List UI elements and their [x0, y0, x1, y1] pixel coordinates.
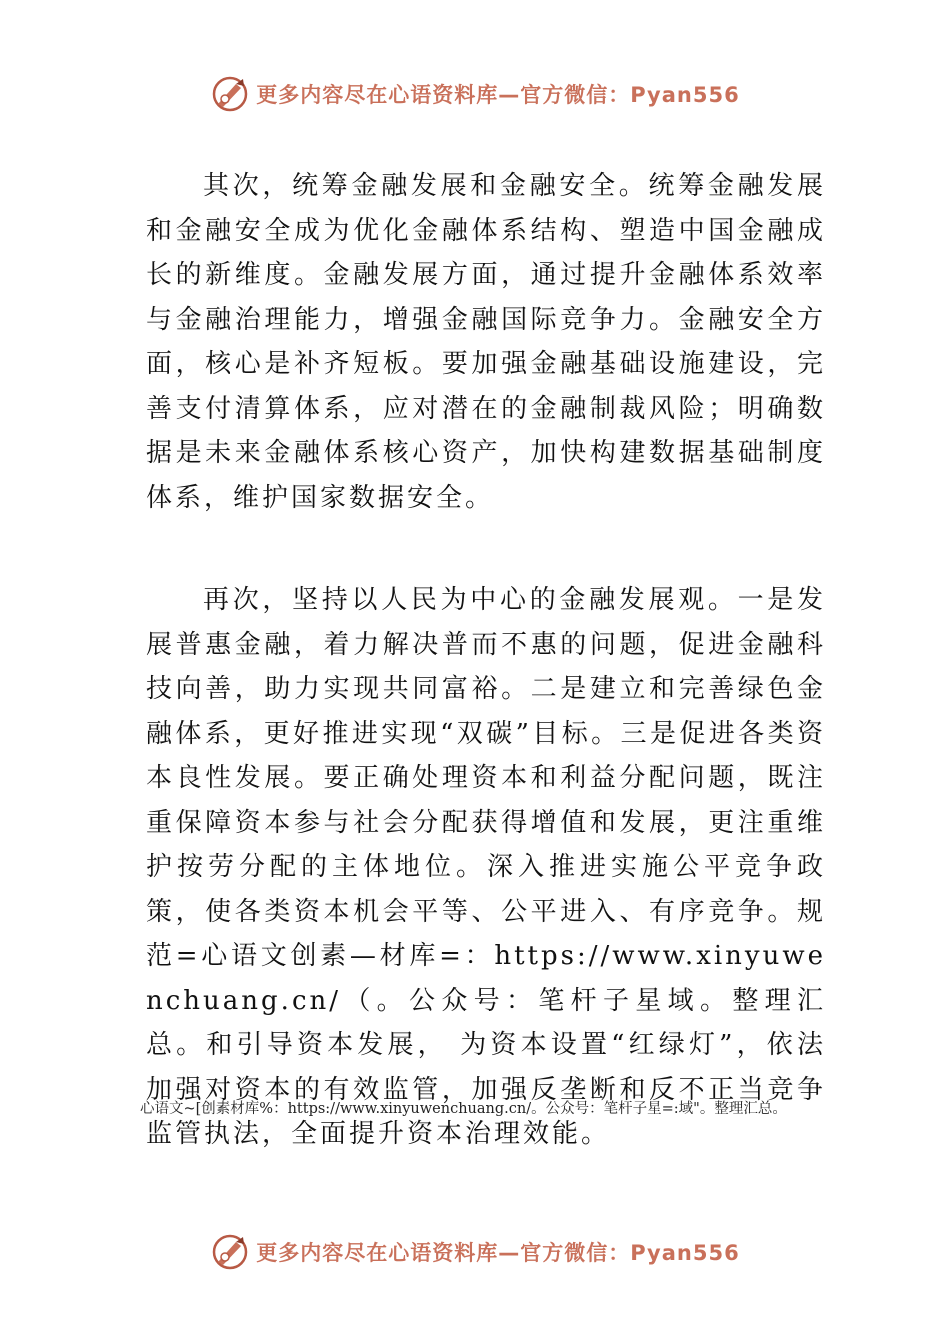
- footnote: 心语文~[创素材库%：https://www.xinyuwenchuang.cn/。公众号：笔杆子星=:域"。整理汇总。: [140, 1101, 787, 1117]
- paragraph-people-centered-finance: 再次，坚持以人民为中心的金融发展观。一是发展普惠金融，着力解决普而不惠的问题，促进金融科技向善，助力实现共同富裕。二是建立和完善绿色金融体系，更好推进实现“双碳”目标。三是促进各类资本良性发展。要正确处理资本和利益分配问题，既注重保障资本参与社会分配获得增值和发展，更注重维护按劳分配的主体地位。深入推进实施公平竞争政策，使各类资本机会平等、公平进入、有序竞争。规范=心语文创素—材库=：https://www.xinyuwenchuang.cn/（。公众号：笔杆子星域。整理汇总。和引导资本发展， 为资本设置“红绿灯”，依法加强对资本的有效监管，加强反垄断和反不正当竞争监管执法，全面提升资本治理效能。: [146, 585, 826, 1149]
- banner-text: 更多内容尽在心语资料库—官方微信：Pyan556: [256, 1241, 740, 1265]
- paragraph-financial-security: 其次，统筹金融发展和金融安全。统筹金融发展和金融安全成为优化金融体系结构、塑造中国金融成长的新维度。金融发展方面，通过提升金融体系效率与金融治理能力，增强金融国际竞争力。金融安全方面，核心是补齐短板。要加强金融基础设施建设，完善支付清算体系，应对潜在的金融制裁风险；明确数据是未来金融体系核心资产，加快构建数据基础制度体系，维护国家数据安全。: [146, 171, 826, 513]
- document-body: [146, 164, 826, 1157]
- footer-banner: [0, 1228, 950, 1276]
- header-banner: [0, 70, 950, 118]
- pen-seal-logo-icon: [210, 1232, 250, 1272]
- pen-seal-logo-icon: [210, 74, 250, 114]
- banner-text: 更多内容尽在心语资料库—官方微信：Pyan556: [256, 83, 740, 107]
